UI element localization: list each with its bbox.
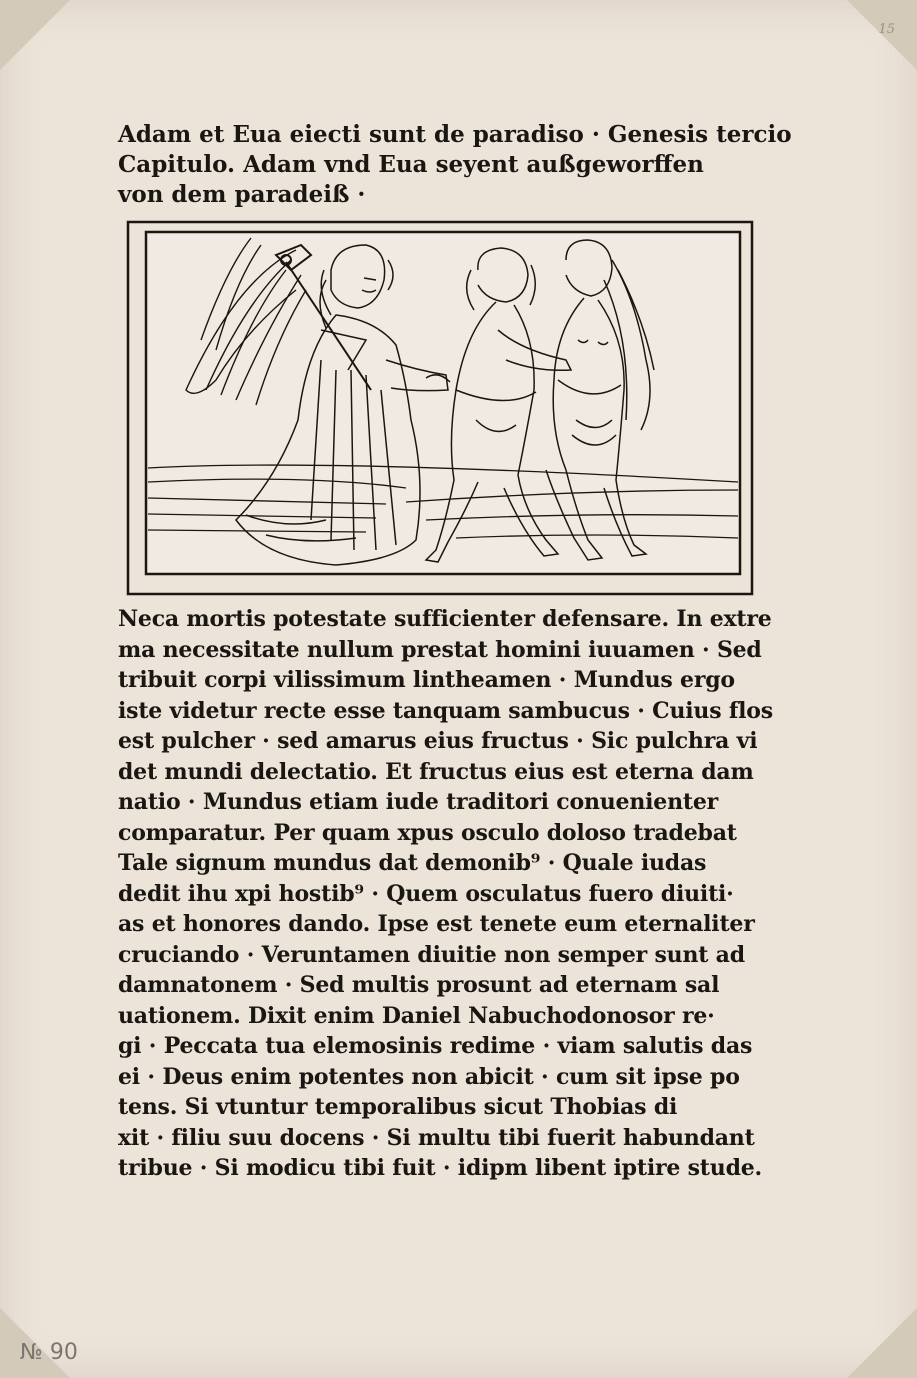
caption-line: von dem paradeiß · (118, 181, 366, 208)
text-line: dedit ihu xpi hostib⁹ · Quem osculatus fuero diuiti· (118, 880, 734, 907)
text-line: Tale signum mundus dat demonib⁹ · Quale iudas (118, 850, 707, 876)
mount-corner-bottom-right (847, 1308, 917, 1378)
latin-body-text (118, 604, 773, 1184)
text-line: xit · filiu suu docens · Si multu tibi fuerit habundant (118, 1124, 755, 1151)
text-line: Neca mortis potestate sufficienter defensare. In extre (118, 606, 772, 632)
text-line: ma necessitate nullum prestat homini iuuamen · Sed (118, 636, 762, 663)
text-line: cruciando · Veruntamen diuitie non semper sunt ad (118, 941, 745, 968)
caption-heading (118, 120, 792, 210)
caption-line: Adam et Eua eiecti sunt de paradiso · Genesis tercio (118, 121, 792, 148)
text-line: iste videtur recte esse tanquam sambucus · Cuius flos (118, 697, 773, 724)
text-line: tribuit corpi vilissimum lintheamen · Mundus ergo (118, 667, 735, 693)
text-line: ei · Deus enim potentes non abicit · cum sit ipse po (118, 1063, 740, 1090)
text-line: tribue · Si modicu tibi fuit · idipm libent iptire stude. (118, 1155, 763, 1181)
text-line: est pulcher · sed amarus eius fructus · Sic pulchra vi (118, 728, 758, 754)
text-line: as et honores dando. Ipse est tenete eum eternaliter (118, 911, 755, 937)
text-line: tens. Si vtuntur temporalibus sicut Thobias di (118, 1094, 678, 1120)
collection-number-stamp: № 90 (20, 1340, 78, 1365)
text-line: det mundi delectatio. Et fructus eius est eterna dam (118, 758, 754, 785)
text-line: comparatur. Per quam xpus osculo doloso tradebat (118, 819, 737, 846)
caption-line: Capitulo. Adam vnd Eua seyent außgeworffen (118, 151, 704, 178)
text-line: natio · Mundus etiam iude traditori conuenienter (118, 789, 719, 815)
mount-corner-top-left (0, 0, 70, 70)
text-line: damnatonem · Sed multis prosunt ad eternam sal (118, 972, 720, 998)
woodcut-illustration (126, 220, 754, 596)
folio-mark: 15 (878, 22, 895, 37)
text-line: uationem. Dixit enim Daniel Nabuchodonosor re· (118, 1002, 715, 1029)
text-line: gi · Peccata tua elemosinis redime · viam salutis das (118, 1033, 753, 1059)
